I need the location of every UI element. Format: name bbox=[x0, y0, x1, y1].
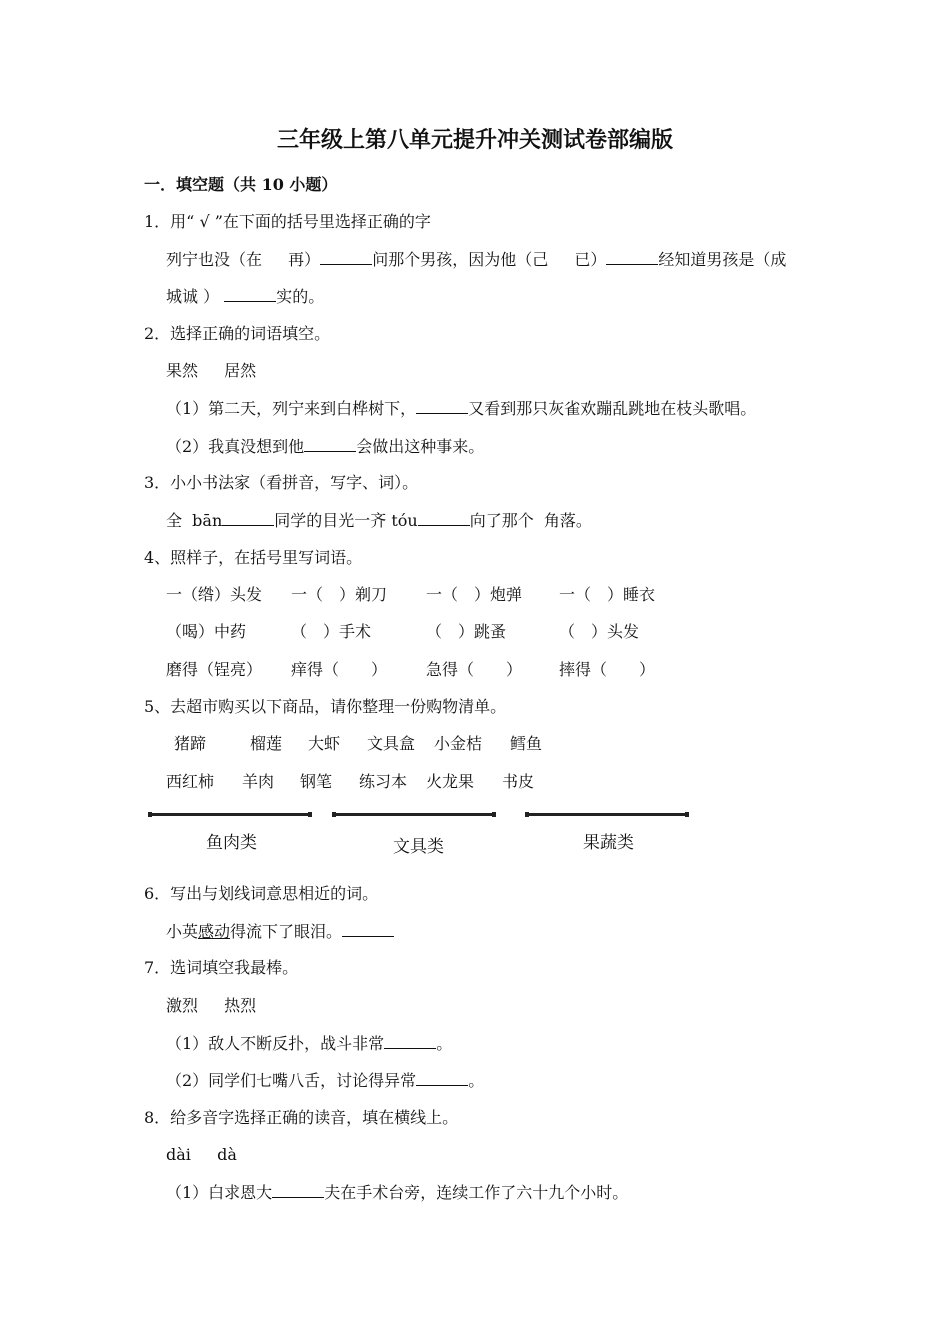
q8-stem: 8．给多音字选择正确的读音，填在横线上。 bbox=[144, 1108, 459, 1127]
q5-stem: 5、去超市购买以下商品，请你整理一份购物清单。 bbox=[144, 697, 507, 716]
q5-item: 书皮 bbox=[502, 772, 535, 791]
q1-line1 bbox=[166, 249, 786, 270]
q4-cell: 磨得（锃亮） bbox=[166, 660, 263, 679]
q7-sentence-2 bbox=[166, 1070, 484, 1091]
q6-stem: 6．写出与划线词意思相近的词。 bbox=[144, 884, 379, 903]
answer-blank[interactable] bbox=[342, 921, 394, 937]
q5-item: 小金桔 bbox=[434, 734, 483, 753]
q3-text: 同学的目光一齐 tóu bbox=[274, 511, 418, 530]
q7-sentence-1 bbox=[166, 1033, 452, 1054]
q4-stem: 4、照样子，在括号里写词语。 bbox=[144, 548, 363, 567]
q4-cell: 一（绺）头发 bbox=[166, 585, 263, 604]
q4-cell: 一（ ）剃刀 bbox=[291, 585, 388, 604]
q3-text: 向了那个 角落。 bbox=[469, 511, 592, 530]
q8-text: （1）白求恩大 bbox=[166, 1183, 273, 1202]
q6-line bbox=[166, 921, 394, 942]
answer-blank[interactable] bbox=[222, 510, 274, 526]
q4-cell: 痒得（ ） bbox=[291, 660, 388, 679]
q1-text: 问那个男孩，因为他（己 已） bbox=[372, 250, 607, 269]
q2-stem: 2．选择正确的词语填空。 bbox=[144, 324, 331, 343]
q1-text: 实的。 bbox=[276, 287, 325, 306]
category-line bbox=[527, 813, 687, 816]
q2-text: （1）第二天，列宁来到白桦树下， bbox=[166, 399, 417, 418]
page-title: 三年级上第八单元提升冲关测试卷部编版 bbox=[276, 127, 673, 153]
answer-blank[interactable] bbox=[416, 398, 468, 414]
q3-text: 全 bān bbox=[166, 511, 223, 530]
q7-stem: 7．选词填空我最棒。 bbox=[144, 958, 299, 977]
answer-blank[interactable] bbox=[418, 510, 470, 526]
q8-sentence-1 bbox=[166, 1182, 628, 1203]
q3-line bbox=[166, 510, 592, 531]
q5-item: 羊肉 bbox=[242, 772, 275, 791]
answer-blank[interactable] bbox=[320, 249, 372, 265]
q5-item: 钢笔 bbox=[300, 772, 333, 791]
category-label: 文具类 bbox=[393, 837, 444, 857]
q8-options: dài dà bbox=[166, 1145, 237, 1164]
category-line bbox=[150, 813, 310, 816]
q5-item: 文具盒 bbox=[367, 734, 416, 753]
q5-item: 大虾 bbox=[308, 734, 341, 753]
q2-text: 会做出这种事来。 bbox=[356, 437, 485, 456]
q7-options: 激烈 热烈 bbox=[166, 996, 257, 1015]
q5-item: 火龙果 bbox=[426, 772, 475, 791]
q5-item: 鳕鱼 bbox=[510, 734, 543, 753]
underlined-word: 感动 bbox=[198, 922, 231, 941]
q4-cell: 一（ ）炮弹 bbox=[426, 585, 523, 604]
q1-text: 经知道男孩是（成 bbox=[658, 250, 787, 269]
q7-text: 。 bbox=[468, 1071, 485, 1090]
q7-text: （2）同学们七嘴八舌，讨论得异常 bbox=[166, 1071, 417, 1090]
q5-item: 西红柿 bbox=[166, 772, 215, 791]
q1-text: 城诚 ） bbox=[166, 287, 220, 306]
q1-stem: 1．用“ √ ”在下面的括号里选择正确的字 bbox=[144, 212, 431, 231]
q3-stem: 3．小小书法家（看拼音，写字、词）。 bbox=[144, 473, 419, 492]
answer-blank[interactable] bbox=[606, 249, 658, 265]
answer-blank[interactable] bbox=[384, 1033, 436, 1049]
answer-blank[interactable] bbox=[304, 436, 356, 452]
answer-blank[interactable] bbox=[272, 1182, 324, 1198]
section-heading: 一．填空题（共 10 小题） bbox=[144, 175, 338, 194]
q1-text: 列宁也没（在 再） bbox=[166, 250, 321, 269]
q4-cell: （ ）跳蚤 bbox=[426, 622, 507, 641]
q6-text: 小英 bbox=[166, 922, 199, 941]
q6-text: 得流下了眼泪。 bbox=[230, 922, 343, 941]
q4-cell: 一（ ）睡衣 bbox=[559, 585, 656, 604]
q1-line2 bbox=[166, 286, 324, 307]
q5-item: 榴莲 bbox=[250, 734, 283, 753]
q7-text: 。 bbox=[436, 1034, 453, 1053]
q4-cell: 急得（ ） bbox=[426, 660, 523, 679]
q7-text: （1）敌人不断反扑，战斗非常 bbox=[166, 1034, 385, 1053]
q2-sentence-1 bbox=[166, 398, 756, 419]
q5-item: 猪蹄 bbox=[174, 734, 207, 753]
category-label: 鱼肉类 bbox=[206, 833, 257, 853]
q4-cell: （喝）中药 bbox=[166, 622, 247, 641]
q8-text: 夫在手术台旁，连续工作了六十九个小时。 bbox=[324, 1183, 629, 1202]
q2-sentence-2 bbox=[166, 436, 484, 457]
q4-cell: （ ）手术 bbox=[291, 622, 372, 641]
q2-options: 果然 居然 bbox=[166, 361, 257, 380]
q4-cell: （ ）头发 bbox=[559, 622, 640, 641]
q2-text: （2）我真没想到他 bbox=[166, 437, 305, 456]
q2-text: 又看到那只灰雀欢蹦乱跳地在枝头歌唱。 bbox=[468, 399, 757, 418]
q5-item: 练习本 bbox=[359, 772, 408, 791]
category-line bbox=[334, 813, 494, 816]
answer-blank[interactable] bbox=[416, 1070, 468, 1086]
answer-blank[interactable] bbox=[224, 286, 276, 302]
q4-cell: 摔得（ ） bbox=[559, 660, 656, 679]
category-label: 果蔬类 bbox=[583, 833, 634, 853]
